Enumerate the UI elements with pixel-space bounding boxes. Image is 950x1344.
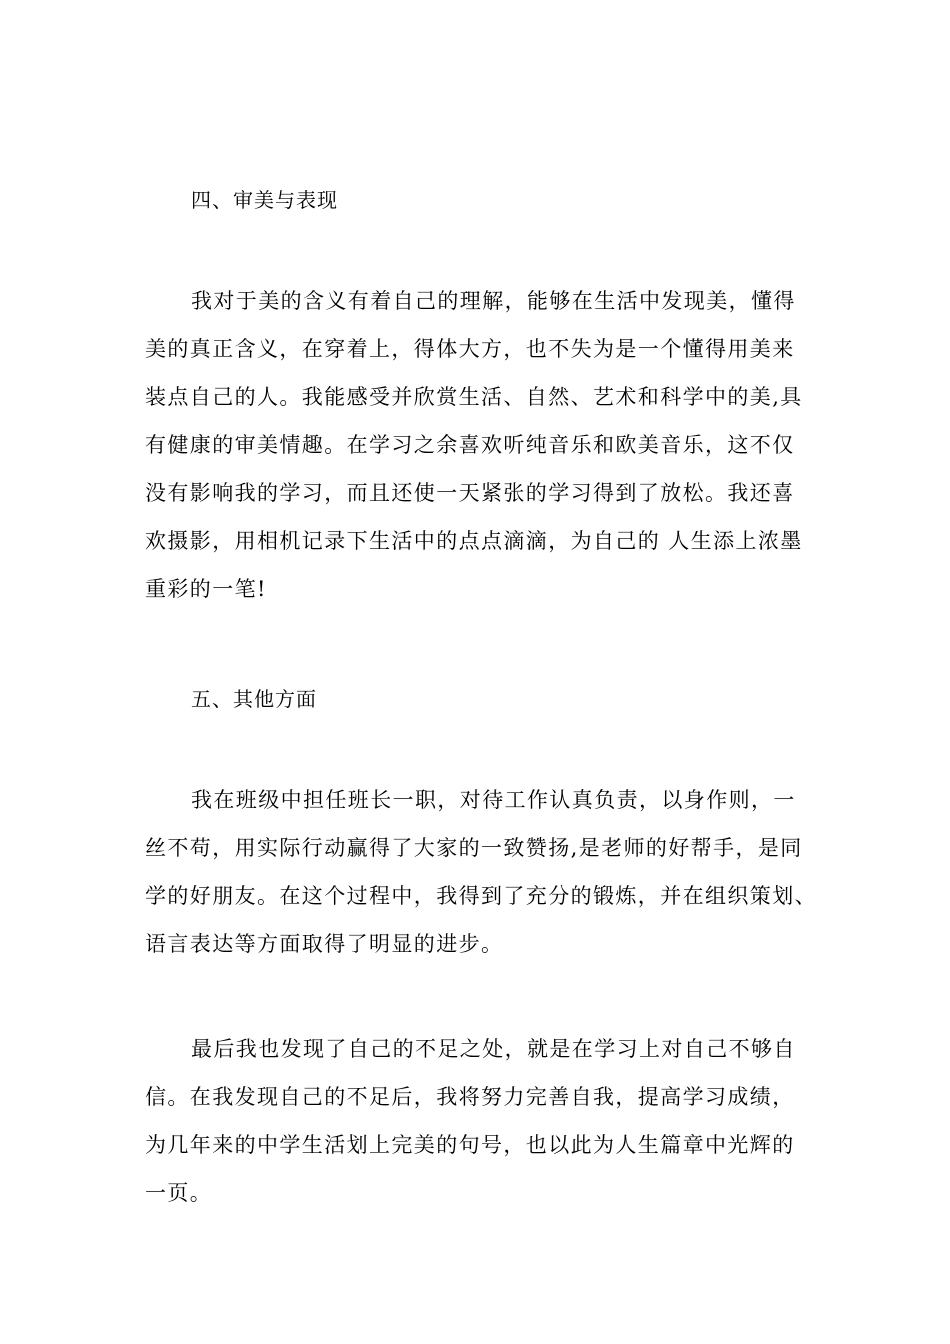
paragraph-line: 有健康的审美情趣。在学习之余喜欢听纯音乐和欧美音乐，这不仅 — [145, 433, 795, 457]
paragraph-line: 我在班级中担任班长一职，对待工作认真负责，以身作则，一 — [191, 788, 796, 812]
paragraph-line: 信。在我发现自己的不足后，我将努力完善自我，提高学习成绩， — [145, 1085, 795, 1109]
paragraph-line: 为几年来的中学生活划上完美的句号，也以此为人生篇章中光辉的 — [145, 1133, 795, 1157]
paragraph-line: 语言表达等方面取得了明显的进步。 — [145, 932, 504, 956]
paragraph-line: 欢摄影，用相机记录下生活中的点点滴滴，为自己的 人生添上浓墨 — [145, 529, 803, 553]
paragraph-line: 学的好朋友。在这个过程中，我得到了充分的锻炼，并在组织策划、 — [145, 884, 817, 908]
paragraph-conclusion — [145, 1025, 825, 1217]
paragraph-line: 丝不苟，用实际行动赢得了大家的一致赞扬,是老师的好帮手，是同 — [145, 836, 803, 860]
paragraph-aesthetics — [145, 277, 825, 613]
paragraph-class-monitor — [145, 776, 825, 968]
section-heading-aesthetics: 四、审美与表现 — [191, 188, 338, 212]
paragraph-line: 重彩的一笔! — [145, 577, 267, 601]
paragraph-line: 一页。 — [145, 1181, 213, 1205]
paragraph-line: 没有影响我的学习，而且还使一天紧张的学习得到了放松。我还喜 — [145, 481, 795, 505]
paragraph-line: 装点自己的人。我能感受并欣赏生活、自然、艺术和科学中的美,具 — [145, 385, 803, 409]
paragraph-line: 美的真正含义，在穿着上，得体大方，也不失为是一个懂得用美来 — [145, 337, 795, 361]
section-heading-other: 五、其他方面 — [191, 687, 317, 711]
paragraph-line: 我对于美的含义有着自己的理解，能够在生活中发现美，懂得 — [191, 289, 796, 313]
paragraph-line: 最后我也发现了自己的不足之处，就是在学习上对自己不够自 — [191, 1037, 796, 1061]
